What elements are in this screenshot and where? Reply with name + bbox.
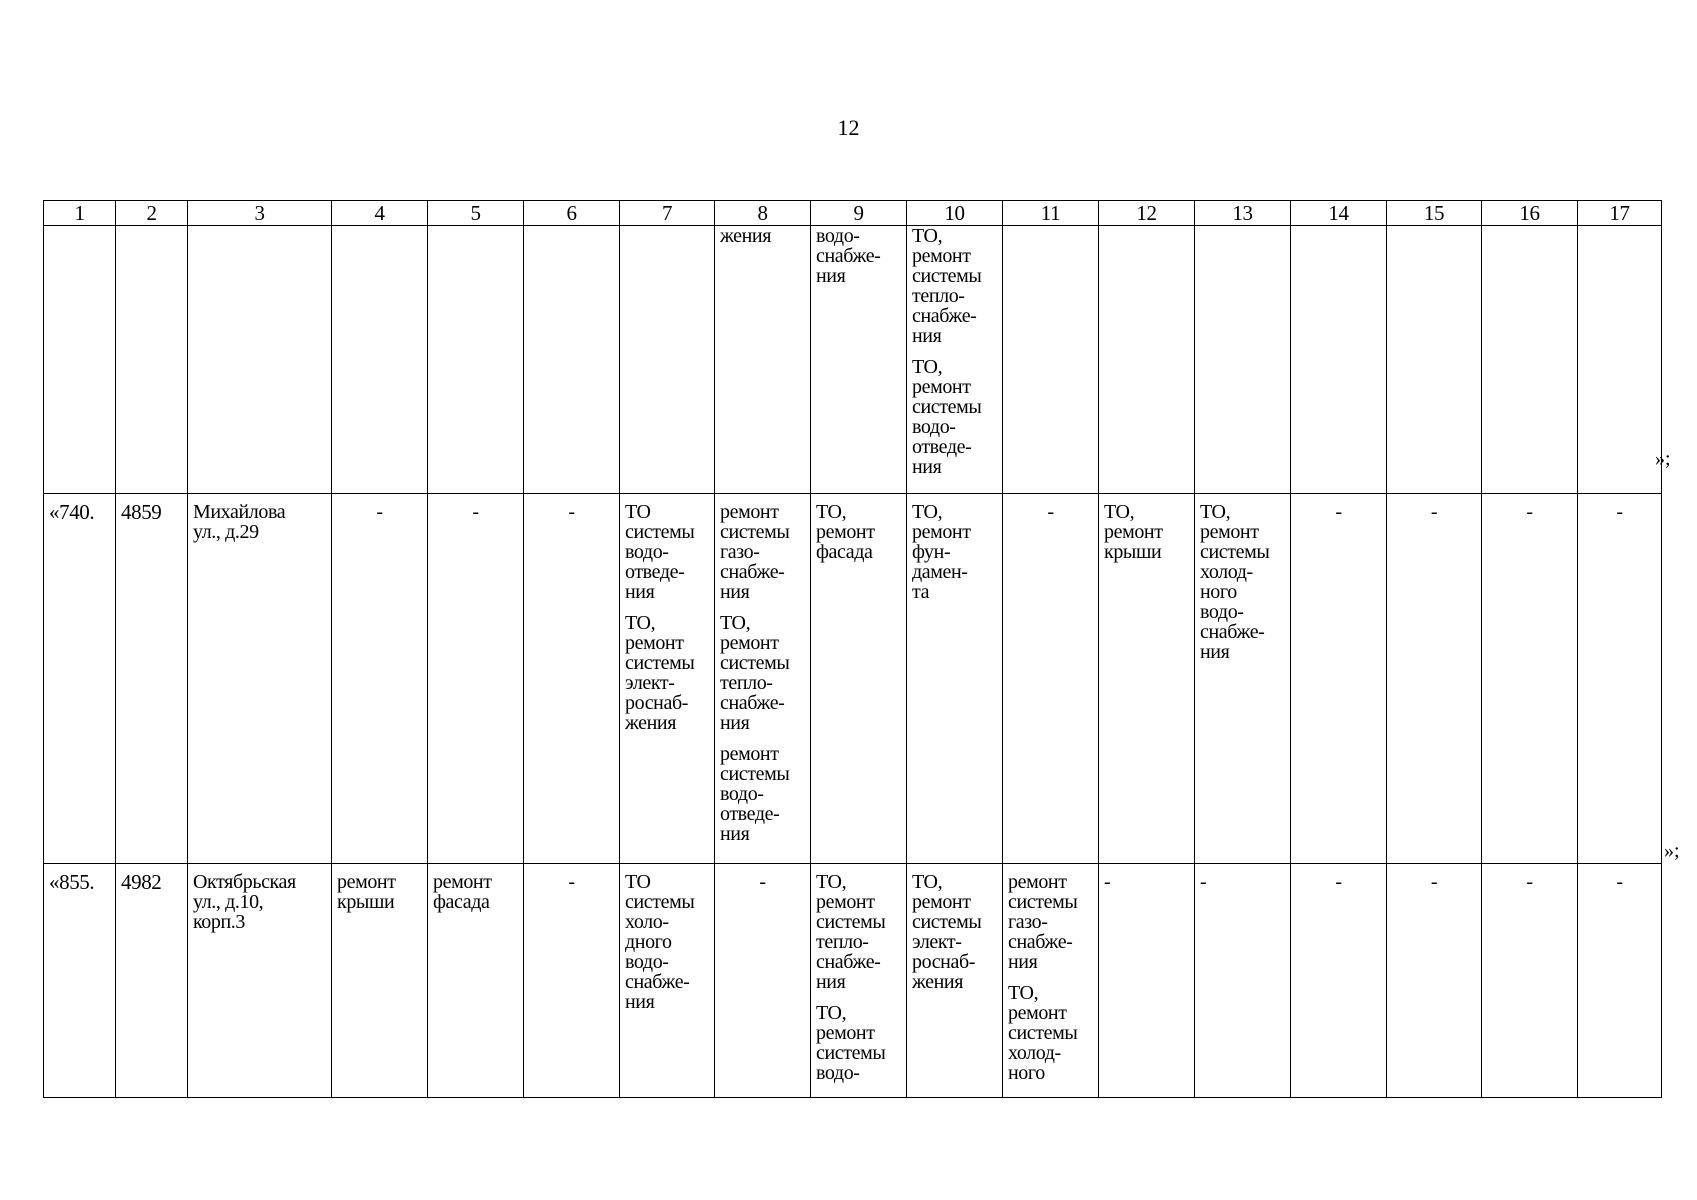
column-number: 4 [332, 201, 428, 226]
table-cell [811, 864, 907, 1098]
cell-text: ТО, ремонт фун- дамен- та [912, 501, 971, 603]
repair-schedule-table [43, 200, 1662, 1098]
table-cell [188, 226, 332, 494]
cell-text: ТО, ремонт системы элект- роснаб- жения [625, 612, 695, 734]
column-number: 13 [1195, 201, 1291, 226]
column-number: 14 [1291, 201, 1387, 226]
cell-text: ТО, ремонт системы тепло- снабже- ния [912, 225, 982, 347]
table-cell [620, 864, 715, 1098]
table-cell [1578, 864, 1662, 1098]
column-number: 15 [1387, 201, 1482, 226]
cell-text: - [1104, 871, 1111, 893]
table-cell [332, 864, 428, 1098]
table-cell [428, 494, 524, 864]
table-cell [428, 864, 524, 1098]
cell-text: - [1526, 871, 1533, 893]
table-cell [1291, 864, 1387, 1098]
column-number: 9 [811, 201, 907, 226]
cell-text: - [568, 501, 575, 523]
table-cell [116, 494, 188, 864]
table-cell [811, 494, 907, 864]
cell-text: ремонт крыши [337, 871, 396, 913]
table-cell [811, 226, 907, 494]
table-cell [1291, 226, 1387, 494]
cell-text: - [1335, 501, 1342, 523]
column-number: 17 [1578, 201, 1662, 226]
table-cell [1195, 864, 1291, 1098]
table-cell [1003, 864, 1099, 1098]
column-number: 11 [1003, 201, 1099, 226]
cell-text: - [1200, 871, 1207, 893]
cell-text: 4859 [121, 500, 162, 524]
table-cell [715, 864, 811, 1098]
table-cell [1099, 864, 1195, 1098]
table-cell [44, 226, 116, 494]
table-cell [428, 226, 524, 494]
table-cell [1099, 494, 1195, 864]
cell-text: ТО, ремонт системы холод- ного [1008, 982, 1078, 1084]
table-cell [524, 226, 620, 494]
table-cell [116, 864, 188, 1098]
table-cell [44, 864, 116, 1098]
table-cell [332, 494, 428, 864]
table-cell [188, 864, 332, 1098]
cell-text: Октябрьская ул., д.10, корп.3 [193, 871, 296, 933]
table-cell [1387, 864, 1482, 1098]
column-number: 6 [524, 201, 620, 226]
cell-text: ТО, ремонт системы водо- отведе- ния [912, 356, 982, 478]
cell-text: ремонт системы газо- снабже- ния [720, 501, 790, 603]
table-cell [715, 494, 811, 864]
row-closing-mark: »; [1664, 840, 1680, 862]
cell-text: - [759, 871, 766, 893]
cell-text: «855. [49, 870, 95, 894]
column-number: 10 [907, 201, 1003, 226]
cell-text: ремонт системы газо- снабже- ния [1008, 871, 1078, 973]
table-cell [1387, 494, 1482, 864]
cell-text: - [1335, 871, 1342, 893]
table-cell [1099, 226, 1195, 494]
column-number: 2 [116, 201, 188, 226]
cell-text: - [1616, 871, 1623, 893]
cell-text: жения [720, 225, 772, 247]
table-cell [1578, 226, 1662, 494]
table-cell [620, 494, 715, 864]
table-cell [524, 494, 620, 864]
table-cell [1003, 494, 1099, 864]
cell-text: - [1047, 501, 1054, 523]
page-number: 12 [837, 115, 860, 140]
cell-text: ремонт системы водо- отведе- ния [720, 743, 790, 845]
table-cell [1482, 494, 1578, 864]
table-cell [188, 494, 332, 864]
cell-text: водо- снабже- ния [816, 225, 881, 287]
cell-text: Михайлова ул., д.29 [193, 501, 286, 543]
table-cell [1291, 494, 1387, 864]
table-cell [332, 226, 428, 494]
table-row [44, 226, 1662, 494]
table-cell [715, 226, 811, 494]
table-cell [907, 864, 1003, 1098]
table-cell [116, 226, 188, 494]
cell-text: ТО системы водо- отведе- ния [625, 501, 695, 603]
table-cell [1195, 226, 1291, 494]
cell-text: ТО, ремонт системы тепло- снабже- ния [720, 612, 790, 734]
column-number: 7 [620, 201, 715, 226]
column-number: 16 [1482, 201, 1578, 226]
cell-text: - [376, 501, 383, 523]
table-cell [620, 226, 715, 494]
cell-text: - [1526, 501, 1533, 523]
cell-text: - [1616, 501, 1623, 523]
table-cell [1195, 494, 1291, 864]
cell-text: ТО, ремонт системы холод- ного водо- снабже- ния [1200, 501, 1270, 663]
cell-text: ТО, ремонт фасада [816, 501, 875, 563]
cell-text: - [1430, 871, 1438, 893]
table-cell [44, 494, 116, 864]
cell-text: «740. [49, 500, 95, 524]
cell-text: ТО, ремонт системы тепло- снабже- ния [816, 871, 886, 993]
table-cell [907, 226, 1003, 494]
table-cell [1387, 226, 1482, 494]
cell-text: ТО, ремонт системы водо- [816, 1002, 886, 1084]
table-row [44, 494, 1662, 864]
table-cell [1482, 226, 1578, 494]
cell-text: ремонт фасада [433, 871, 492, 913]
row-closing-mark: »; [1655, 448, 1671, 470]
table-cell [907, 494, 1003, 864]
cell-text: - [568, 871, 575, 893]
table-cell [524, 864, 620, 1098]
cell-text: ТО системы холо- дного водо- снабже- ния [625, 871, 695, 1013]
column-number: 1 [44, 201, 116, 226]
cell-text: ТО, ремонт крыши [1104, 501, 1163, 563]
table-cell [1578, 494, 1662, 864]
table-cell [1003, 226, 1099, 494]
table-cell [1482, 864, 1578, 1098]
column-number-header [44, 201, 1662, 226]
column-number: 8 [715, 201, 811, 226]
cell-text: ТО, ремонт системы элект- роснаб- жения [912, 871, 982, 993]
cell-text: - [1430, 501, 1438, 523]
column-number: 12 [1099, 201, 1195, 226]
cell-text: - [472, 501, 479, 523]
column-number: 5 [428, 201, 524, 226]
cell-text: 4982 [121, 870, 162, 894]
table-row [44, 864, 1662, 1098]
column-number: 3 [188, 201, 332, 226]
